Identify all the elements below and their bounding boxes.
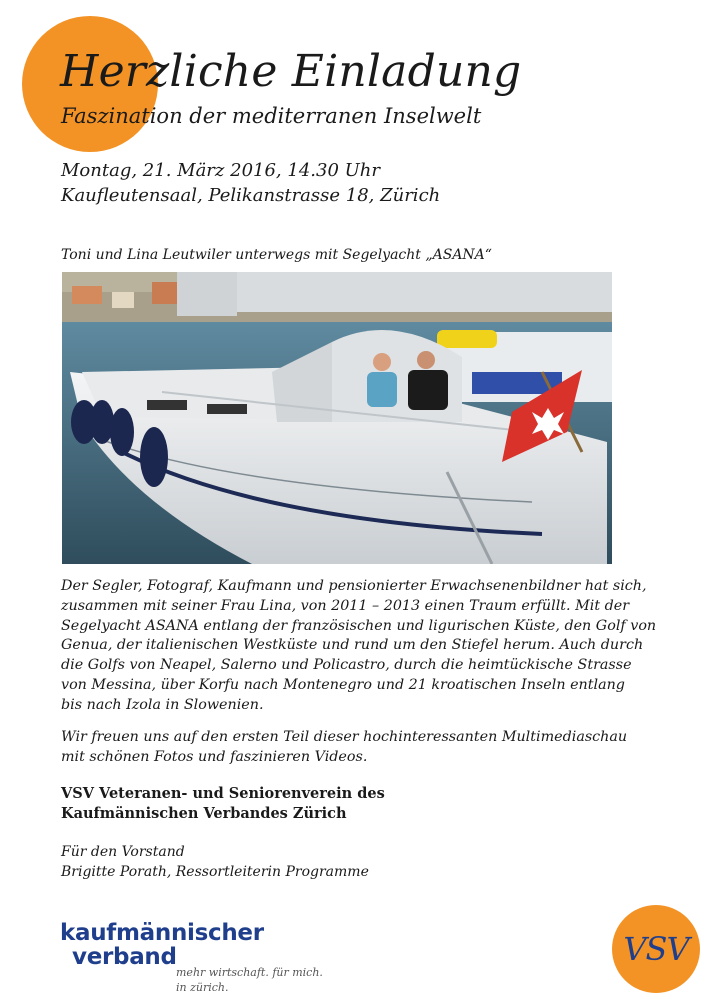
kaufmaennischer-verband-logo-line2: verband xyxy=(72,944,177,970)
event-date-time: Montag, 21. März 2016, 14.30 Uhr xyxy=(61,160,380,181)
invitation-title: Herzliche Einladung xyxy=(60,46,522,97)
paragraph-line: mit schönen Fotos und faszinieren Videos. xyxy=(61,748,368,765)
photo-caption: Toni und Lina Leutwiler unterwegs mit Segelyacht „ASANA“ xyxy=(61,247,492,263)
paragraph-line: die Golfs von Neapel, Salerno und Policastro, durch die heimtückische Strasse xyxy=(61,657,632,674)
sailing-yacht-photo xyxy=(62,272,612,564)
organizer-line-2: Kaufmännischen Verbandes Zürich xyxy=(61,805,347,822)
signature-role: Für den Vorstand xyxy=(61,844,185,860)
signature-name: Brigitte Porath, Ressortleiterin Programme xyxy=(61,864,369,880)
paragraph-line: zusammen mit seiner Frau Lina, von 2011 – 2013 einen Traum erfüllt. Mit der xyxy=(61,597,630,614)
paragraph-line: Genua, der italienischen Westküste und rund um den Stiefel herum. Auch durch xyxy=(61,637,644,654)
event-location: Kaufleutensaal, Pelikanstrasse 18, Zürich xyxy=(61,185,441,206)
logo-tagline-1: mehr wirtschaft. für mich. xyxy=(176,966,323,979)
closing-paragraph xyxy=(61,728,661,768)
paragraph-line: bis nach Izola in Slowenien. xyxy=(61,696,264,713)
vsv-logo xyxy=(612,905,700,993)
paragraph-line: Wir freuen uns auf den ersten Teil dieser hochinteressanten Multimediaschau xyxy=(61,729,628,745)
vsv-logo-text: VSV xyxy=(623,930,689,968)
paragraph-line: Der Segler, Fotograf, Kaufmann und pensionierter Erwachsenenbildner hat sich, xyxy=(61,578,647,594)
kaufmaennischer-verband-logo-line1: kaufmännischer xyxy=(60,920,264,946)
paragraph-line: Segelyacht ASANA entlang der französischen und ligurischen Küste, den Golf von xyxy=(61,617,657,634)
logo-tagline-2: in zürich. xyxy=(176,981,229,994)
description-paragraph xyxy=(61,577,661,716)
organizer-line-1: VSV Veteranen- und Seniorenverein des xyxy=(61,785,385,802)
paragraph-line: von Messina, über Korfu nach Montenegro und 21 kroatischen Inseln entlang xyxy=(61,676,625,693)
invitation-subtitle: Faszination der mediterranen Inselwelt xyxy=(61,104,482,128)
